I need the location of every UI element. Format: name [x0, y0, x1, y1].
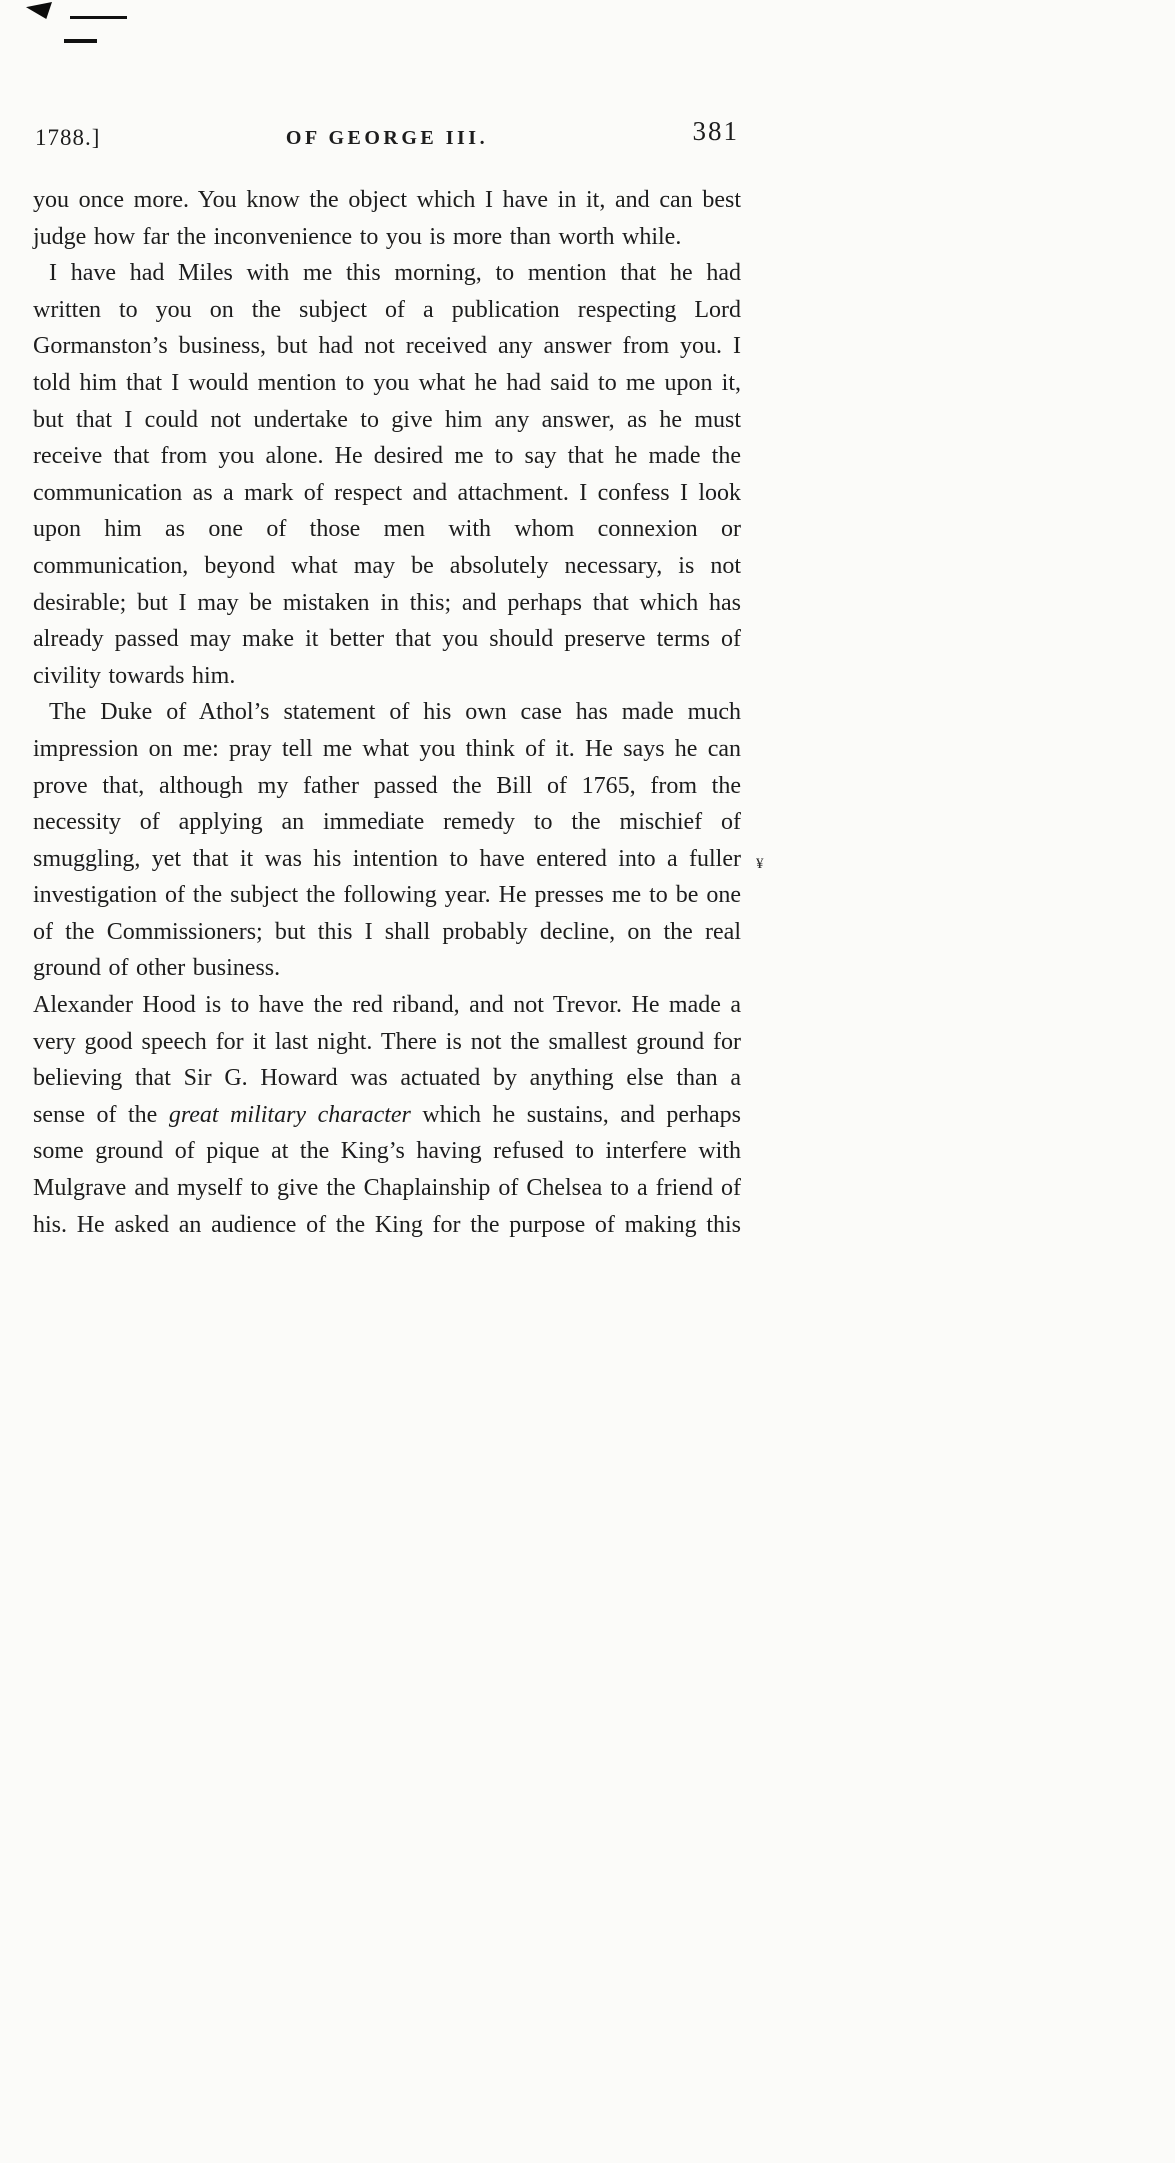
paragraph: you once more. You know the object which I have in it, and can best judge how far the inconvenience to you is more than worth while. — [33, 187, 741, 250]
page-header — [33, 116, 741, 160]
page-number: 381 — [692, 116, 739, 146]
header-title: OF GEORGE III. — [285, 127, 489, 149]
paragraph: I have had Miles with me this morning, to mention that he had written to you on the subject of a publication respecting Lord Gormanston’s business, but had not received any answer from you. I told him that I would mention to you what he had said to me upon it, but that I could not undertake to give him any answer, as he must receive that from you alone. He desired me to say that he made the communication as a mark of respect and attachment. I confess I look upon him as one of those men with whom connexion or communication, beyond what may be absolutely necessary, is not desirable; but I may be mistaken in this; and perhaps that which has already passed may make it better that you should preserve terms of civility towards him. — [33, 260, 741, 689]
scan-artifact-triangle-icon — [26, 2, 52, 19]
paragraph-text: Alexander Hood is to have the red riband, and not Trevor. He made a very good speech for it last night. There is not the smallest ground for believing that Sir G. Howard was actuated by anything else than a sense of the — [33, 992, 741, 1128]
margin-mark: ¥ — [756, 856, 764, 872]
scan-artifact-line — [64, 39, 97, 43]
page-body — [33, 182, 741, 1243]
scan-artifact-line — [70, 16, 127, 19]
italic-phrase: great military character — [168, 1101, 411, 1128]
paragraph-text: which he sustains, and perhaps some ground of pique at the King’s having refused to interfere with Mulgrave and myself to give the Chaplainship of Chelsea to a friend of his. He asked an audience of the King for the purpose of making this — [33, 1101, 742, 1238]
paragraph: The Duke of Athol’s statement of his own case has made much impression on me: pray tell me what you think of it. He says he can prove that, although my father passed the Bill of 1765, from the necessity of applying an immediate remedy to the mischief of smuggling, yet that it was his intention to have entered into a fuller investigation of the subject the following year. He presses me to be one of the Commissioners; but this I shall probably decline, on the real ground of other business. — [33, 699, 741, 982]
paragraph — [33, 987, 741, 1243]
header-date: 1788.] — [35, 125, 101, 150]
